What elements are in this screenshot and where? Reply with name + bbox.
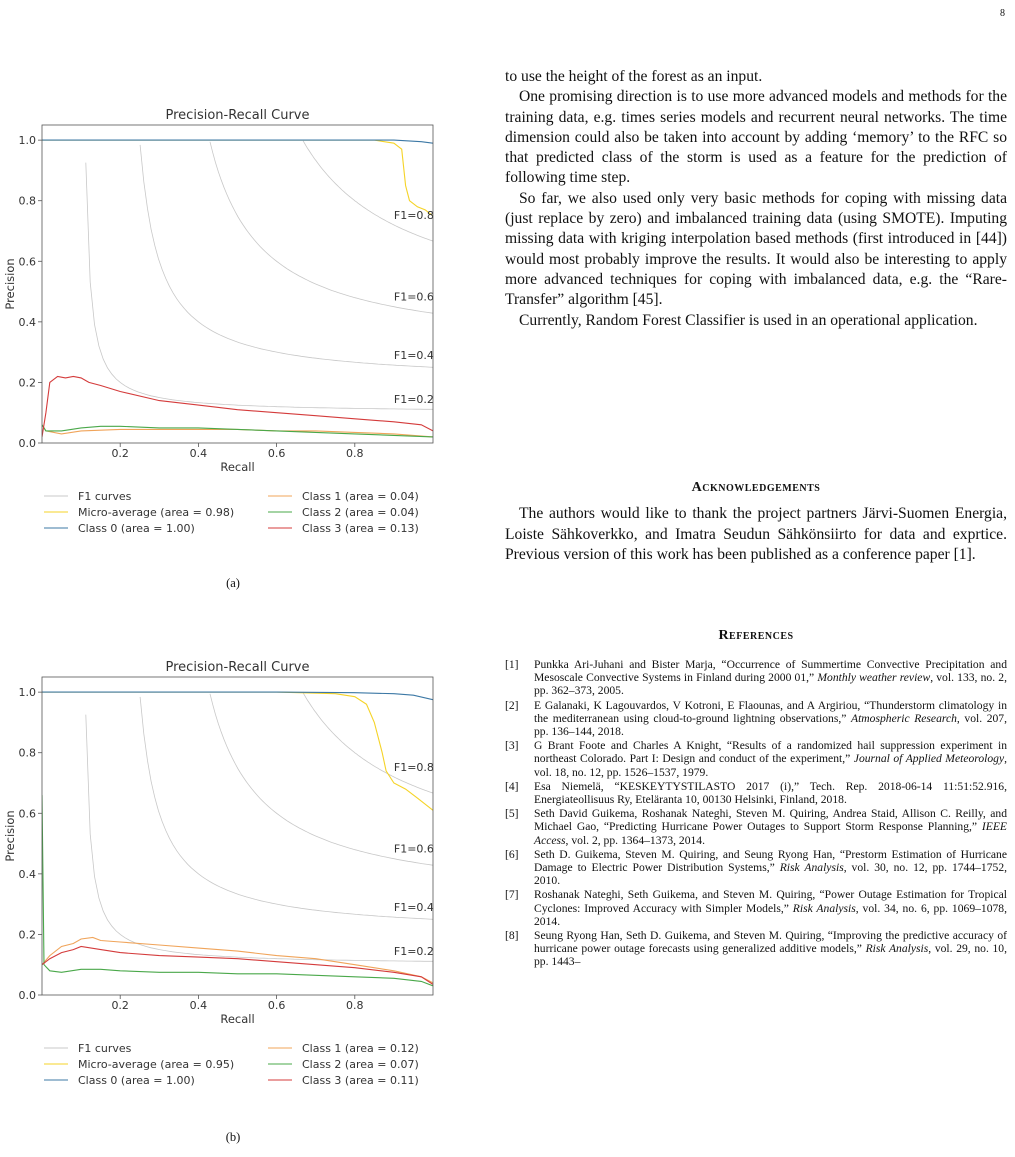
reference-text: Roshanak Nateghi, Seth Guikema, and Steven M. Quiring, “Power Outage Estimation for Tropical Cyclones: Improved Accuracy with Simpler Models,” xyxy=(534,888,1007,915)
iso-f1-label: F1=0.8 xyxy=(393,208,434,222)
acknowledgements-heading: Acknowledgements xyxy=(691,480,821,495)
reference-venue: Journal of Applied Meteorology xyxy=(853,752,1005,766)
reference-text: Seth D. Guikema, Steven M. Quiring, and Seung Ryong Han, “Prestorm Estimation of Hurricane Damage to Electric Power Distribution Systems,” xyxy=(534,847,1007,875)
iso-f1-label: F1=0.6 xyxy=(393,290,434,304)
y-tick-label: 1.0 xyxy=(18,134,36,148)
reference-number: [3] xyxy=(505,739,519,753)
reference-venue: Risk Analysis xyxy=(865,942,929,956)
y-tick-label: 0.2 xyxy=(18,928,36,942)
legend-entry: Micro-average (area = 0.98) xyxy=(78,506,235,519)
reference-number: [4] xyxy=(505,779,519,793)
plot-area xyxy=(42,140,433,437)
series-line xyxy=(42,376,433,437)
y-tick-label: 0.6 xyxy=(18,807,36,821)
iso-f1-curve xyxy=(140,697,433,919)
x-tick-label: 0.6 xyxy=(267,999,286,1012)
series-line xyxy=(42,944,434,985)
iso-f1-curve xyxy=(86,715,433,962)
reference-item xyxy=(505,888,1007,928)
legend-entry: Class 1 (area = 0.12) xyxy=(302,1042,419,1055)
reference-text: Esa Niemelä, “KESKEYTYSTILASTO 2017 (i),” Tech. Rep. 2018-06-14 11:51:52.916, Energiateollisuus Ry, Eteläranta 10, 00130 Helsinki, Finland, 2018. xyxy=(534,779,1007,807)
legend-entry: Class 3 (area = 0.11) xyxy=(302,1074,419,1087)
body-text xyxy=(505,67,1007,331)
references-heading: References xyxy=(718,628,794,643)
paragraph: So far, we also used only very basic methods for coping with missing data (just replace by zero) and imbalanced training data (using SMOTE). Imputing missing data with kriging interpolation based methods (first introduced in [44]) would most probably improve the results. It would also be interesting to apply more advanced techniques for coping with imbalanced data, e.g. the “Rare-Transfer” algorithm [45]. xyxy=(505,189,1007,309)
reference-list xyxy=(505,658,1007,970)
iso-f1-label: F1=0.2 xyxy=(393,392,434,406)
legend-entry: F1 curves xyxy=(78,1042,132,1055)
y-tick-label: 0.6 xyxy=(18,255,36,269)
chart-title: Precision-Recall Curve xyxy=(165,660,310,675)
iso-f1-label: F1=0.6 xyxy=(393,842,434,856)
series-line xyxy=(42,140,433,143)
x-tick-label: 0.6 xyxy=(267,447,286,460)
iso-f1-label: F1=0.8 xyxy=(393,760,434,774)
paragraph: One promising direction is to use more advanced models and methods for the training data, e.g. times series models and recurrent neural networks. The time dimension could also be taken into account by adding ‘memory’ to the RFC so that predicted class of the storm is used as a feature for the prediction of following time step. xyxy=(505,88,1007,187)
iso-f1-curve xyxy=(86,163,433,410)
reference-text: Seung Ryong Han, Seth D. Guikema, and Steven M. Quiring, “Improving the predictive accuracy of hurricane power outage forecasts using generalized additive models,” xyxy=(534,929,1007,956)
reference-details: , vol. 2, pp. 1364–1373, 2014. xyxy=(565,833,705,847)
legend-entry: F1 curves xyxy=(78,490,132,503)
y-tick-label: 0.0 xyxy=(18,989,36,1002)
plot-area xyxy=(42,692,433,986)
reference-details: , vol. 207, pp. 136–144, 2018. xyxy=(534,711,1007,739)
figure-b xyxy=(0,652,445,1117)
reference-venue: IEEE Access xyxy=(534,820,1007,847)
x-tick-label: 0.2 xyxy=(111,447,129,460)
axes-frame xyxy=(42,125,433,443)
legend-entry: Class 2 (area = 0.07) xyxy=(302,1058,419,1071)
iso-f1-label: F1=0.2 xyxy=(393,944,434,958)
y-tick-label: 0.8 xyxy=(18,746,36,760)
reference-venue: Monthly weather review xyxy=(817,671,931,685)
chart-title: Precision-Recall Curve xyxy=(165,108,310,123)
series-line xyxy=(42,692,433,810)
x-axis-label: Recall xyxy=(220,460,255,474)
reference-number: [2] xyxy=(505,698,519,712)
reference-item xyxy=(505,848,1007,888)
x-tick-label: 0.8 xyxy=(346,999,364,1012)
x-tick-label: 0.4 xyxy=(189,999,208,1012)
iso-f1-label: F1=0.4 xyxy=(393,349,434,363)
legend-entry: Micro-average (area = 0.95) xyxy=(78,1058,235,1071)
x-axis-label: Recall xyxy=(220,1012,255,1026)
iso-f1-label: F1=0.4 xyxy=(393,901,434,915)
reference-text: E Galanaki, K Lagouvardos, V Kotroni, E Flaounas, and A Argiriou, “Thunderstorm climatology in the mediterranean using cloud-to-ground lightning observations,” xyxy=(534,698,1007,725)
reference-item xyxy=(505,929,1007,969)
reference-details: , vol. 29, no. 10, pp. 1443– xyxy=(534,942,1007,969)
iso-f1-curve xyxy=(303,141,433,241)
legend-entry: Class 0 (area = 1.00) xyxy=(78,522,195,535)
iso-f1-curve xyxy=(140,145,433,367)
legend-entry: Class 1 (area = 0.04) xyxy=(302,490,419,503)
figure-a xyxy=(0,100,445,565)
reference-number: [5] xyxy=(505,807,519,821)
pr-chart-b xyxy=(0,652,445,1117)
x-tick-label: 0.8 xyxy=(346,447,364,460)
x-tick-label: 0.2 xyxy=(111,999,129,1012)
y-axis-label: Precision xyxy=(3,258,17,310)
y-tick-label: 0.4 xyxy=(18,315,36,329)
page-number: 8 xyxy=(1000,8,1005,19)
reference-details: , vol. 133, no. 2, pp. 362–373, 2005. xyxy=(534,671,1007,698)
reference-number: [6] xyxy=(505,847,519,861)
series-line xyxy=(42,140,433,216)
x-tick-label: 0.4 xyxy=(189,447,208,460)
legend-entry: Class 3 (area = 0.13) xyxy=(302,522,419,535)
acknowledgements-text: The authors would like to thank the project partners Järvi-Suomen Energia, Loiste Sähkoverkko, and Imatra Seudun Sähkönsiirto for data and exprtice. Previous version of this work has been published as a conference paper [1]. xyxy=(505,505,1007,563)
reference-number: [7] xyxy=(505,888,519,902)
y-tick-label: 0.4 xyxy=(18,867,36,881)
reference-details: , vol. 34, no. 6, pp. 1069–1078, 2014. xyxy=(534,901,1008,928)
y-tick-label: 0.0 xyxy=(18,437,36,450)
legend-entry: Class 2 (area = 0.04) xyxy=(302,506,419,519)
figure-a-caption: (a) xyxy=(226,576,240,590)
y-tick-label: 1.0 xyxy=(18,686,36,700)
reference-text: Seth David Guikema, Roshanak Nateghi, Steven M. Quiring, Andrea Staid, Allison C. Reilly, and Michael Gao, “Predicting Hurricane Power Outages to Support Storm Response Planning,” xyxy=(534,807,1007,834)
legend-entry: Class 0 (area = 1.00) xyxy=(78,1074,195,1087)
reference-number: [1] xyxy=(505,658,519,671)
reference-details: , vol. 30, no. 12, pp. 1744–1752, 2010. xyxy=(534,861,1008,888)
reference-venue: Risk Analysis xyxy=(792,901,856,915)
series-line xyxy=(42,425,433,437)
series-line xyxy=(42,692,433,700)
y-tick-label: 0.2 xyxy=(18,376,36,390)
paragraph: Currently, Random Forest Classifier is used in an operational application. xyxy=(519,311,978,329)
reference-item xyxy=(505,658,1007,698)
reference-venue: Atmospheric Research xyxy=(851,711,957,725)
y-tick-label: 0.8 xyxy=(18,194,36,208)
reference-details: , vol. 18, no. 12, pp. 1526–1537, 1979. xyxy=(534,752,1008,779)
pr-chart-a xyxy=(0,100,445,565)
y-axis-label: Precision xyxy=(3,810,17,862)
reference-item xyxy=(505,780,1007,806)
paragraph: to use the height of the forest as an input. xyxy=(505,68,763,85)
reference-text: Punkka Ari-Juhani and Bister Marja, “Occurrence of Summertime Convective Precipitation and Mesoscale Convective Systems in Finland during 2000 01,” xyxy=(534,658,1007,685)
reference-number: [8] xyxy=(505,929,519,943)
reference-item xyxy=(505,739,1007,779)
reference-item xyxy=(505,699,1007,739)
acknowledgements-section xyxy=(505,478,1007,565)
series-line xyxy=(42,938,433,983)
reference-item xyxy=(505,807,1007,847)
reference-venue: Risk Analysis xyxy=(779,861,844,875)
figure-b-caption: (b) xyxy=(225,1130,241,1144)
reference-text: G Brant Foote and Charles A Knight, “Results of a randomized hail suppression experiment in northeast Colorado. Part I: Design and conduct of the experiment,” xyxy=(534,739,1007,766)
